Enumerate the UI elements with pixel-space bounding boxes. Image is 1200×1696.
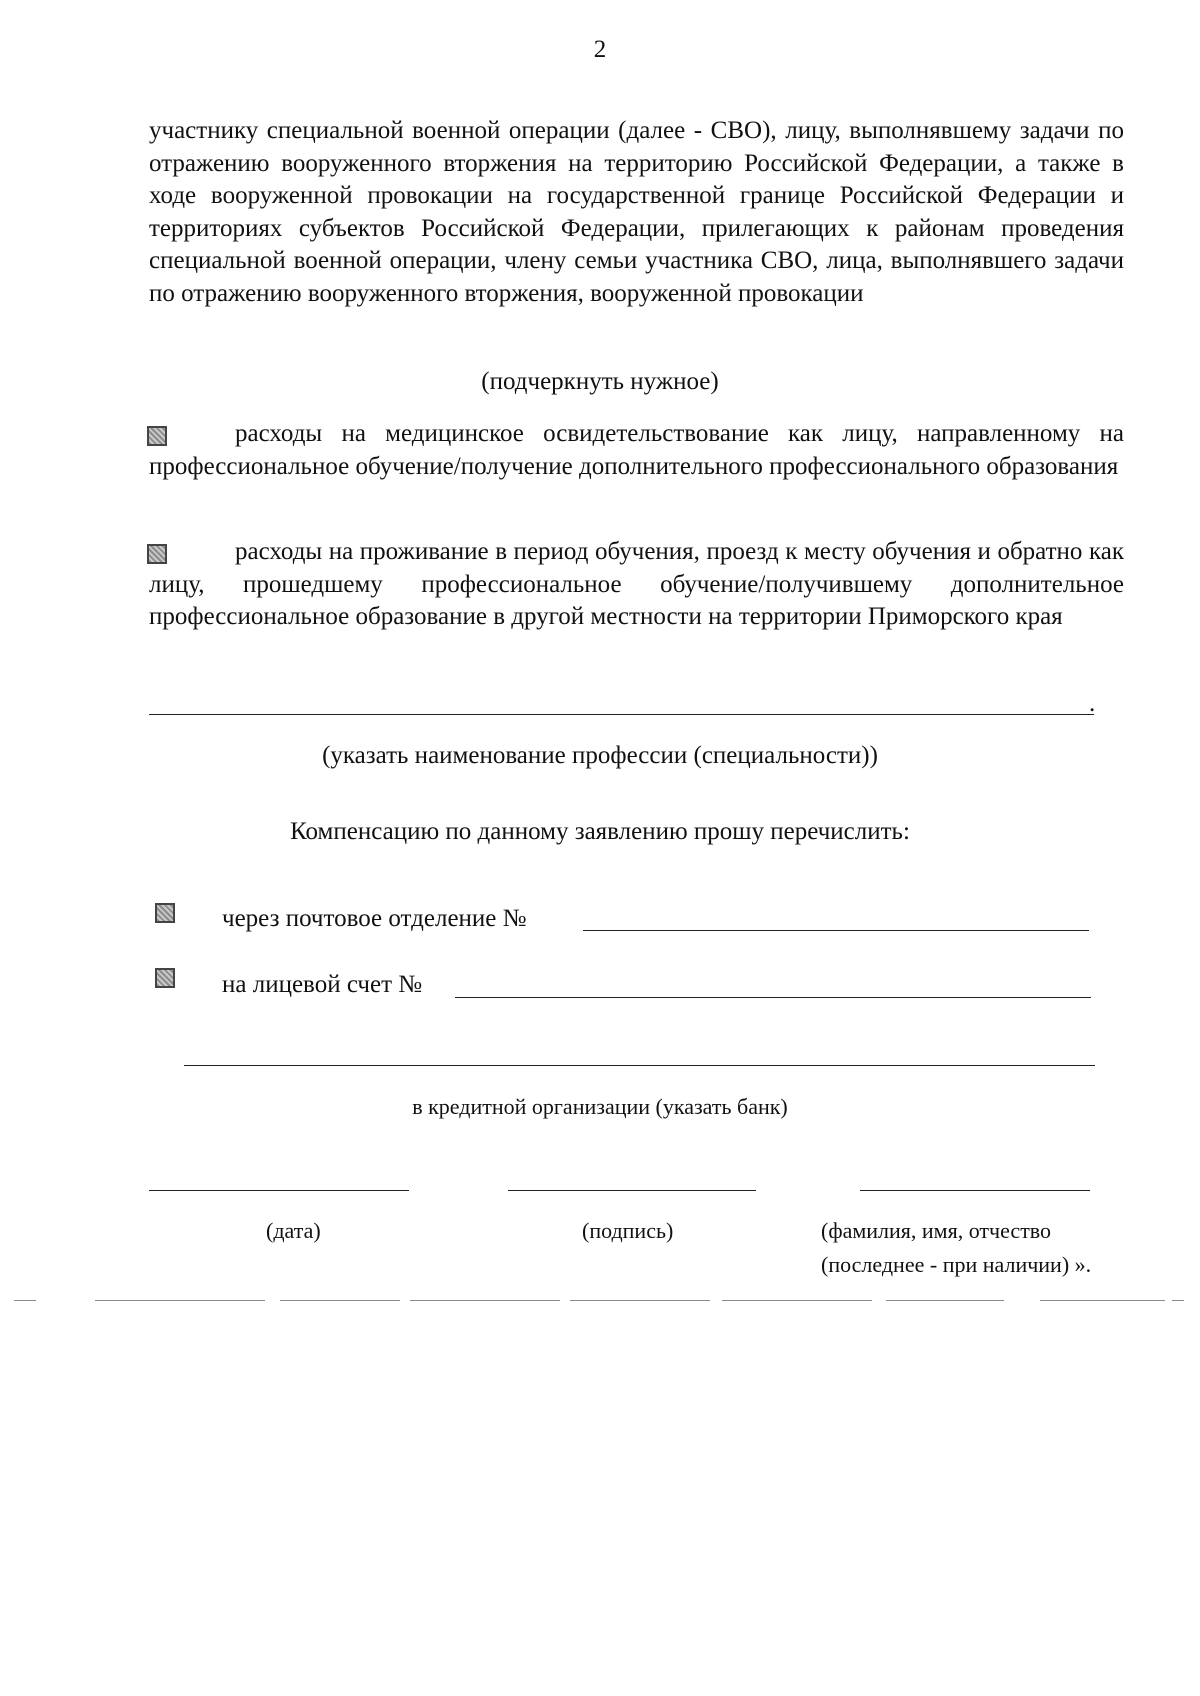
bank-note: в кредитной организации (указать банк) xyxy=(412,1094,788,1119)
living-expenses-option xyxy=(149,536,1124,634)
account-checkbox[interactable] xyxy=(155,968,175,988)
bank-input-line[interactable] xyxy=(184,1065,1095,1066)
page-number: 2 xyxy=(593,36,607,63)
full-name-label: (фамилия, имя, отчество xyxy=(821,1218,1052,1243)
account-label: на лицевой счет № xyxy=(222,971,423,998)
post-office-label: через почтовое отделение № xyxy=(222,905,527,932)
footer-separator-segment xyxy=(14,1300,36,1301)
date-label: (дата) xyxy=(266,1218,321,1243)
full-name-line[interactable] xyxy=(860,1190,1090,1191)
footer-separator-segment xyxy=(410,1300,560,1301)
underline-note: (подчеркнуть нужное) xyxy=(481,368,719,395)
signature-line[interactable] xyxy=(508,1190,756,1191)
medical-expenses-option xyxy=(149,418,1124,483)
footer-separator-segment xyxy=(570,1300,710,1301)
footer-separator-segment xyxy=(886,1300,1004,1301)
profession-input-line[interactable] xyxy=(149,714,1094,715)
signature-label: (подпись) xyxy=(582,1218,674,1243)
medical-expenses-text: расходы на медицинское освидетельствование как лицу, направленному на профессиональное обучение/получение дополнительного профессионального образования xyxy=(149,420,1124,480)
full-name-label-note: (последнее - при наличии) ». xyxy=(821,1252,1092,1277)
date-line[interactable] xyxy=(149,1190,409,1191)
footer-separator-segment xyxy=(1040,1300,1165,1301)
profession-line-end: . xyxy=(1089,690,1096,717)
footer-separator-segment xyxy=(280,1300,400,1301)
intro-paragraph: участнику специальной военной операции (далее - СВО), лицу, выполнявшему задачи по отражению вооруженного вторжения на территорию Российской Федерации, а также в ходе вооруженной провокации на государственной границе Российской Федерации и территориях субъектов Российской Федерации, прилегающих к районам проведения специальной военной операции, члену семьи участника СВО, лица, выполнявшего задачи по отражению вооруженного вторжения, вооруженной провокации xyxy=(149,117,1124,307)
compensation-heading: Компенсацию по данному заявлению прошу перечислить: xyxy=(290,818,910,845)
footer-separator-segment xyxy=(95,1300,265,1301)
footer-separator-segment xyxy=(722,1300,872,1301)
footer-separator-segment xyxy=(1172,1300,1184,1301)
post-office-number-line[interactable] xyxy=(583,930,1089,931)
account-number-line[interactable] xyxy=(455,997,1091,998)
post-office-checkbox[interactable] xyxy=(155,903,175,923)
profession-note: (указать наименование профессии (специальности)) xyxy=(322,742,878,769)
living-expenses-text: расходы на проживание в период обучения, проезд к месту обучения и обратно как лицу, прошедшему профессиональное обучение/получившему дополнительное профессиональное образование в другой местности на территории Приморского края xyxy=(149,538,1124,630)
